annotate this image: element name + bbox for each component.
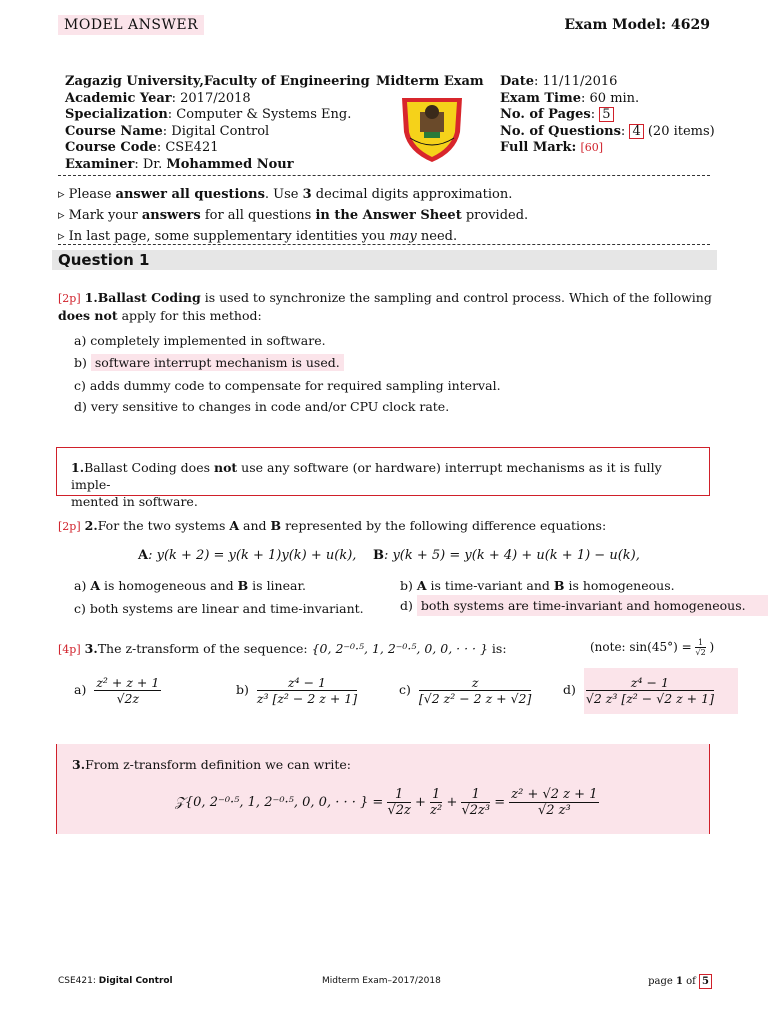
q1-text: [2p] 1.Ballast Coding is used to synchronize the sampling and control process. Which of the following does not apply for this method: [58, 290, 712, 323]
exam-title: Midterm Exam [376, 74, 484, 89]
q3-answer-equation: 𝒵{0, 2⁻⁰·⁵, 1, 2⁻⁰·⁵, 0, 0, · · · } = $\frac{1}{√2z}$ + $\frac{1}{\text{z²}}$ + $\frac{1}{\text{√2z³}}$ = $\frac{\text{z² + √2 z + 1}}{\text{√2 z³}}$ [175, 787, 598, 818]
q2-option-d-correct: both systems are time-invariant and homogeneous. [417, 595, 768, 616]
footer-exam: Midterm Exam–2017/2018 [322, 976, 441, 986]
q3-option-a: a) $\frac{\text{z² + z + 1}}{√2z}$ [74, 675, 160, 706]
q3-option-c: c) $\frac{z}{\text{[√2 z² − 2 z + √2]}}$ [399, 675, 532, 706]
q2-text: [2p] 2.For the two systems A and B represented by the following difference equations: [58, 518, 607, 533]
q3-option-d: d) $\frac{\text{z⁴ − 1}}{\text{√2 z³ [z² − √2 z + 1]}}$ [563, 675, 714, 706]
num-questions: No. of Questions: 4 (20 items) [500, 123, 715, 139]
footer-course: CSE421: Digital Control [58, 976, 173, 986]
instruction-3: ▹ In last page, some supplementary identities you may need. [58, 229, 458, 244]
instruction-2: ▹ Mark your answers for all questions in the Answer Sheet provided. [58, 208, 529, 223]
full-mark: Full Mark: [60] [500, 140, 604, 155]
q1-option-d: d) very sensitive to changes in code and/or CPU clock rate. [74, 399, 450, 414]
q3-text: [4p] 3.The z-transform of the sequence: {0, 2⁻⁰·⁵, 1, 2⁻⁰·⁵, 0, 0, · · · } is: [58, 641, 507, 656]
university-name: Zagazig University,Faculty of Engineering [65, 74, 370, 89]
divider-top [58, 175, 710, 176]
info-right [500, 74, 715, 157]
info-left [65, 74, 370, 173]
q2-option-c: c) both systems are linear and time-invariant. [74, 601, 364, 616]
q3-option-b: b) $\frac{\text{z⁴ − 1}}{\text{z³ [z² − 2 z + 1]}}$ [236, 675, 358, 706]
q3-answer-text: 3.From z-transform definition we can write: [72, 757, 351, 772]
q2-option-a: a) A is homogeneous and B is linear. [74, 578, 307, 593]
q2-option-d: d) both systems are time-invariant and homogeneous. [400, 598, 768, 613]
academic-year: Academic Year: 2017/2018 [65, 90, 251, 106]
exam-date: Date: 11/11/2016 [500, 74, 618, 89]
model-answer-label: MODEL ANSWER [58, 15, 204, 35]
q1-option-b: b) software interrupt mechanism is used. [74, 355, 344, 370]
instructions [58, 184, 528, 247]
divider-bottom [58, 244, 710, 245]
examiner: Examiner: Dr. Mohammed Nour [65, 156, 294, 172]
footer-page: page 1 of 5 [648, 974, 712, 989]
university-seal-icon [396, 92, 468, 164]
exam-time: Exam Time: 60 min. [500, 90, 640, 106]
exam-model: Exam Model: 4629 [564, 17, 710, 33]
num-pages: No. of Pages: 5 [500, 107, 715, 124]
q1-option-a: a) completely implemented in software. [74, 333, 326, 348]
course-code: Course Code: CSE421 [65, 140, 219, 155]
instruction-1: ▹ Please answer all questions. Use 3 decimal digits approximation. [58, 187, 513, 202]
q1-option-c: c) adds dummy code to compensate for required sampling interval. [74, 378, 501, 393]
course-name: Course Name: Digital Control [65, 123, 270, 139]
q2-equations: A: y(k + 2) = y(k + 1)y(k) + u(k), B: y(k + 5) = y(k + 4) + u(k + 1) − u(k), [138, 548, 640, 563]
q1-option-b-correct: software interrupt mechanism is used. [91, 354, 344, 371]
question-title: Question 1 [52, 250, 717, 270]
q2-option-b: b) A is time-variant and B is homogeneous. [400, 578, 675, 593]
q1-answer-box: 1.Ballast Coding does not use any software (or hardware) interrupt mechanisms as it is fully imple- mented in software. [56, 447, 710, 496]
specialization: Specialization: Computer & Systems Eng. [65, 107, 352, 122]
q3-note: (note: sin(45°) = $\frac{1}{√2}$ ) [590, 638, 715, 657]
